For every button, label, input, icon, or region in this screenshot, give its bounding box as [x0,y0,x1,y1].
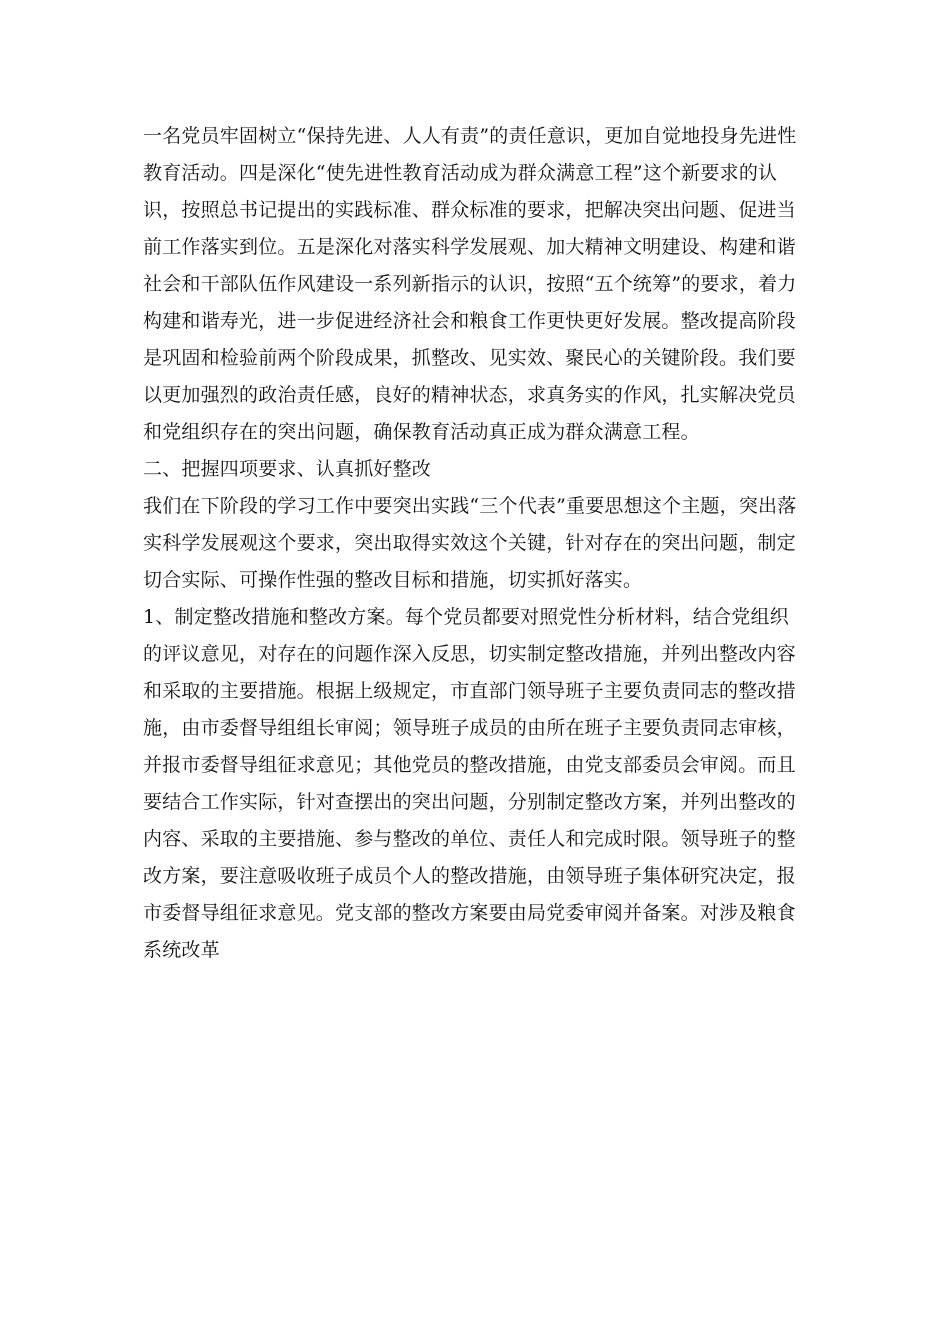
paragraph-2: 我们在下阶段的学习工作中要突出实践“三个代表”重要思想这个主题，突出落实科学发展观这个要求，突出取得实效这个关键，针对存在的突出问题，制定切合实际、可操作性强的整改目标和措施，切实抓好落实。 [143,495,797,591]
paragraph-1: 一名党员牢固树立“保持先进、人人有责”的责任意识，更加自觉地投身先进性教育活动。四是深化“使先进性教育活动成为群众满意工程”这个新要求的认识，按照总书记提出的实践标准、群众标准的要求，把解决突出问题、促进当前工作落实到位。五是深化对落实科学发展观、加大精神文明建设、构建和谐社会和干部队伍作风建设一系列新指示的认识，按照“五个统筹”的要求，着力构建和谐寿光，进一步促进经济社会和粮食工作更快更好发展。整改提高阶段是巩固和检验前两个阶段成果，抓整改、见实效、聚民心的关键阶段。我们要以更加强烈的政治责任感，良好的精神状态，求真务实的作风，扎实解决党员和党组织存在的突出问题，确保教育活动真正成为群众满意工程。 [143,125,797,443]
paragraph-3: 1、制定整改措施和整改方案。每个党员都要对照党性分析材料，结合党组织的评议意见，对存在的问题作深入反思，切实制定整改措施，并列出整改内容和采取的主要措施。根据上级规定，市直部门领导班子主要负责同志的整改措施，由市委督导组组长审阅；领导班子成员的由所在班子主要负责同志审核，并报市委督导组征求意见；其他党员的整改措施，由党支部委员会审阅。而且要结合工作实际，针对查摆出的突出问题，分别制定整改方案，并列出整改的内容、采取的主要措施、参与整改的单位、责任人和完成时限。领导班子的整改方案，要注意吸收班子成员个人的整改措施，由领导班子集体研究决定，报市委督导组征求意见。党支部的整改方案要由局党委审阅并备案。对涉及粮食系统改革 [143,606,796,961]
section-heading: 二、把握四项要求、认真抓好整改 [143,458,432,480]
document-body [143,118,807,969]
